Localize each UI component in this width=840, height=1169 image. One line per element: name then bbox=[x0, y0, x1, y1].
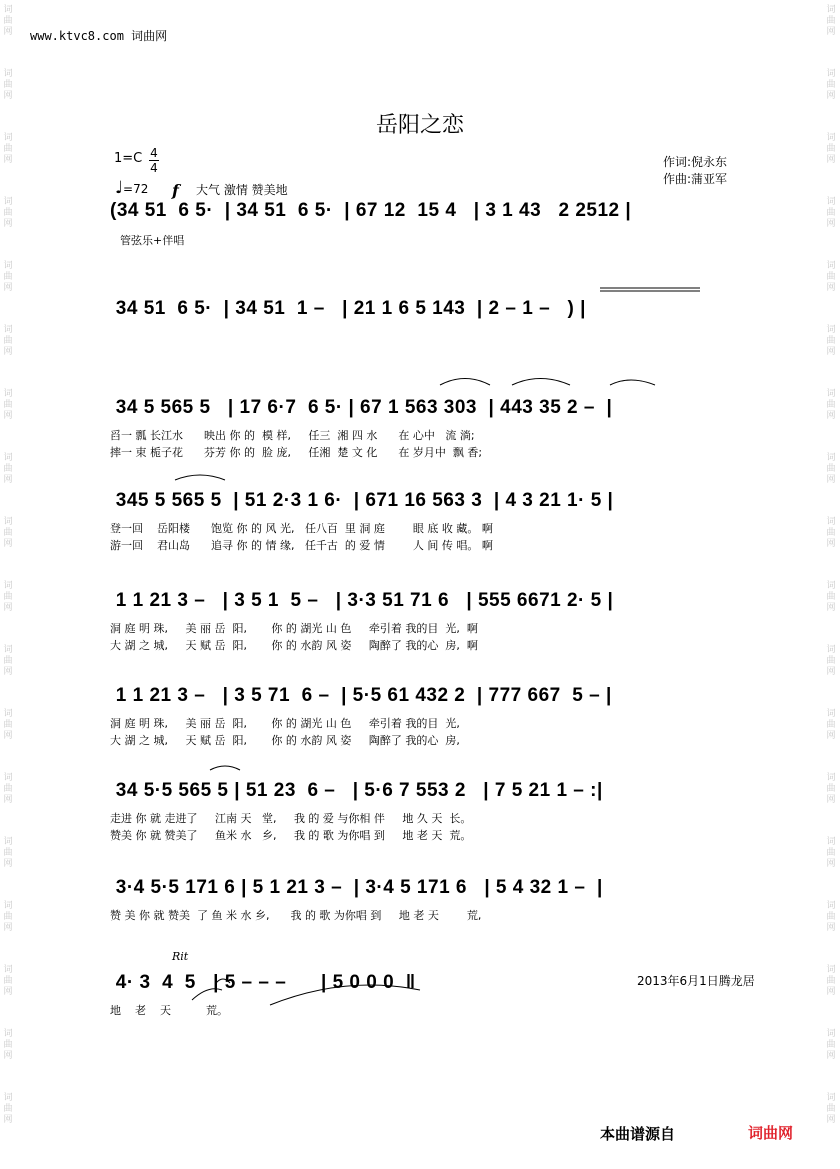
watermark-text: 词 曲 网 bbox=[826, 645, 836, 677]
watermark-text: 词 曲 网 bbox=[3, 773, 13, 805]
watermark-text: 词 曲 网 bbox=[826, 517, 836, 549]
fermata-icon bbox=[216, 979, 230, 983]
slur bbox=[512, 379, 570, 386]
watermark-text: 词 曲 网 bbox=[3, 197, 13, 229]
watermark-text: 词 曲 网 bbox=[826, 773, 836, 805]
watermark-text: 词 曲 网 bbox=[826, 325, 836, 357]
intro-instrumentation: 管弦乐+伴唱 bbox=[120, 234, 185, 247]
lyric-line: 走进 你 就 走进了 江南 天 堂, 我 的 爱 与你相 伴 地 久 天 长。 bbox=[110, 812, 472, 825]
watermark-text: 词 曲 网 bbox=[826, 389, 836, 421]
watermark-text: 词 曲 网 bbox=[826, 197, 836, 229]
lyric-line: 大 湖 之 城, 天 赋 岳 阳, 你 的 水韵 风 姿 陶醉了 我的心 房, 啊 bbox=[110, 639, 478, 652]
watermark-text: 词 曲 网 bbox=[3, 453, 13, 485]
tempo-value: =72 bbox=[123, 182, 149, 196]
ritardando-marking: Rit bbox=[172, 950, 189, 963]
notation-row: 34 51 6 5· | 34 51 1 – | 21 1 6 5 143 | 2 – 1 – ) | bbox=[110, 298, 586, 319]
watermark-text: 词 曲 网 bbox=[3, 645, 13, 677]
watermark-text: 词 曲 网 bbox=[3, 1029, 13, 1061]
watermark-text: 词 曲 网 bbox=[3, 1093, 13, 1125]
watermark-text: 词 曲 网 bbox=[826, 5, 836, 37]
watermark-text: 词 曲 网 bbox=[826, 965, 836, 997]
slur bbox=[192, 989, 222, 1000]
lyric-line: 登一回 岳阳楼 饱览 你 的 风 光, 任八百 里 洞 庭 眼 底 收 藏。 啊 bbox=[110, 522, 493, 535]
watermark-text: 词 曲 网 bbox=[826, 709, 836, 741]
source-label: 本曲谱源自 bbox=[600, 1125, 676, 1143]
lyric-line: 地 老 天 荒。 bbox=[110, 1004, 228, 1017]
watermark-text: 词 曲 网 bbox=[826, 261, 836, 293]
watermark-text: 词 曲 网 bbox=[3, 901, 13, 933]
watermark-text: 词 曲 网 bbox=[826, 901, 836, 933]
source-url[interactable]: www.ktvc8.com 词曲网 bbox=[30, 29, 168, 43]
lyricist-credit: 作词:倪永东 bbox=[663, 155, 728, 169]
watermark-text: 词 曲 网 bbox=[3, 389, 13, 421]
notation-row: 3·4 5·5 171 6 | 5 1 21 3 – | 3·4 5 171 6 | 5 4 32 1 – | bbox=[110, 877, 603, 898]
lyric-line: 赞 美 你 就 赞美 了 鱼 米 水 乡, 我 的 歌 为你唱 到 地 老 天 荒, bbox=[110, 909, 482, 922]
watermark-text: 词 曲 网 bbox=[3, 965, 13, 997]
watermark-text: 词 曲 网 bbox=[3, 133, 13, 165]
watermark-text: 词 曲 网 bbox=[3, 517, 13, 549]
watermark-text: 词 曲 网 bbox=[826, 581, 836, 613]
lyric-line: 摔一 束 栀子花 芬芳 你 的 脸 庞, 任湘 楚 文 化 在 岁月中 飘 香; bbox=[110, 446, 483, 459]
lyric-line: 大 湖 之 城, 天 赋 岳 阳, 你 的 水韵 风 姿 陶醉了 我的心 房, bbox=[110, 734, 460, 747]
notation-row: 4· 3 4 5 | 5 – – – | 5 0 0 0 ‖ bbox=[110, 972, 416, 993]
song-title: 岳阳之恋 bbox=[375, 113, 464, 138]
watermark-text: 词 曲 网 bbox=[3, 261, 13, 293]
lyric-line: 洞 庭 明 珠, 美 丽 岳 阳, 你 的 湖光 山 色 牵引着 我的目 光, 啊 bbox=[110, 622, 478, 635]
watermark-text: 词 曲 网 bbox=[3, 837, 13, 869]
site-logo[interactable]: 词曲网 bbox=[748, 1124, 794, 1142]
watermark-text: 词 曲 网 bbox=[826, 837, 836, 869]
notation-row: 1 1 21 3 – | 3 5 71 6 – | 5·5 61 432 2 | 777 667 5 – | bbox=[110, 685, 612, 706]
time-signature-top: 4 bbox=[150, 146, 158, 160]
slur bbox=[610, 380, 655, 385]
slur bbox=[210, 766, 240, 770]
watermark-text: 词 曲 网 bbox=[3, 325, 13, 357]
key-signature: 1=C bbox=[114, 151, 143, 166]
watermark-text: 词 曲 网 bbox=[826, 69, 836, 101]
watermark-text: 词 曲 网 bbox=[826, 453, 836, 485]
watermark-text: 词 曲 网 bbox=[826, 133, 836, 165]
watermark-text: 词 曲 网 bbox=[3, 581, 13, 613]
watermark-text: 词 曲 网 bbox=[3, 69, 13, 101]
watermark-text: 词 曲 网 bbox=[3, 709, 13, 741]
notation-row: 34 5 565 5 | 17 6·7 6 5· | 67 1 563 303 | 443 35 2 – | bbox=[110, 397, 613, 418]
notation-row: 1 1 21 3 – | 3 5 1 5 – | 3·3 51 71 6 | 555 6671 2· 5 | bbox=[110, 590, 614, 611]
composer-credit: 作曲:蒲亚军 bbox=[663, 172, 728, 186]
slur bbox=[440, 379, 490, 386]
notation-row: 345 5 565 5 | 51 2·3 1 6· | 671 16 563 3 | 4 3 21 1· 5 | bbox=[110, 490, 614, 511]
quarter-note-icon: ♩ bbox=[115, 178, 124, 198]
time-signature-bottom: 4 bbox=[150, 161, 158, 175]
composition-date: 2013年6月1日腾龙居 bbox=[637, 974, 755, 988]
expression-text: 大气 激情 赞美地 bbox=[196, 183, 288, 197]
lyric-line: 赞美 你 就 赞美了 鱼米 水 乡, 我 的 歌 为你唱 到 地 老 天 荒。 bbox=[110, 829, 472, 842]
watermark-text: 词 曲 网 bbox=[826, 1029, 836, 1061]
watermark-text: 词 曲 网 bbox=[3, 5, 13, 37]
notation-row: 34 5·5 565 5 | 51 23 6 – | 5·6 7 553 2 | 7 5 21 1 – :| bbox=[110, 780, 603, 801]
lyric-line: 游一回 君山岛 追寻 你 的 情 缘, 任千古 的 爱 情 人 间 传 唱。 啊 bbox=[110, 539, 493, 552]
watermark-text: 词 曲 网 bbox=[826, 1093, 836, 1125]
notation-row: (34 51 6 5· | 34 51 6 5· | 67 12 15 4 | 3 1 43 2 2512 | bbox=[110, 200, 632, 221]
lyric-line: 洞 庭 明 珠, 美 丽 岳 阳, 你 的 湖光 山 色 牵引着 我的目 光, bbox=[110, 717, 460, 730]
lyric-line: 舀一 瓢 长江水 映出 你 的 模 样, 任三 湘 四 水 在 心中 流 淌; bbox=[110, 429, 475, 442]
slur bbox=[270, 985, 420, 1005]
dynamic-marking: f bbox=[172, 181, 179, 200]
slur bbox=[175, 475, 225, 480]
